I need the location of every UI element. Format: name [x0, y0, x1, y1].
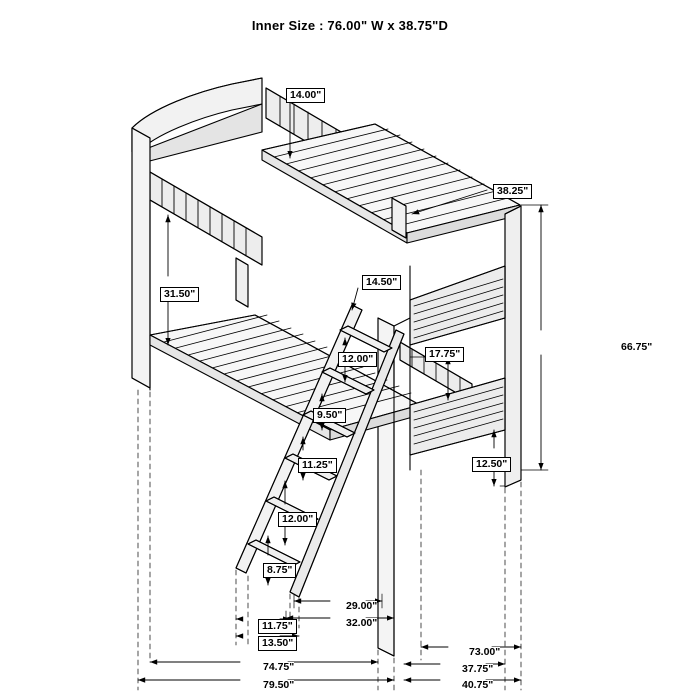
- dimension-label-overall-height: 66.75": [621, 341, 653, 353]
- dimension-label-ladder-step-gap-1: 12.00": [338, 352, 377, 367]
- dimension-label-bed-depth-inner: 37.75": [462, 663, 494, 675]
- dimension-label-ladder-depth: 29.00": [346, 600, 378, 612]
- dimension-label-lower-guard-height: 31.50": [160, 287, 199, 302]
- dimension-label-upper-bunk-height: 38.25": [493, 184, 532, 199]
- dimension-label-lower-deck-clear: 12.50": [472, 457, 511, 472]
- dimension-label-ladder-base-depth: 32.00": [346, 617, 378, 629]
- right-side-panel-upper: [410, 266, 505, 345]
- dimension-label-top-rail-width: 14.00": [286, 88, 325, 103]
- dimension-label-ladder-bottom-gap: 8.75": [263, 563, 296, 578]
- dimension-label-ladder-step-gap-2: 9.50": [313, 408, 346, 423]
- dimension-label-ladder-foot-offset: 11.75": [258, 619, 297, 634]
- dimension-label-ladder-step-gap-3: 11.25": [298, 458, 337, 473]
- upper-bunk-deck: [262, 124, 520, 243]
- dimension-label-overall-depth: 40.75": [462, 679, 494, 691]
- dimension-label-ladder-top-gap: 14.50": [362, 275, 401, 290]
- headboard-panel: [132, 78, 262, 164]
- dimension-label-overall-width: 79.50": [263, 679, 295, 691]
- right-side-frame: [394, 266, 410, 656]
- dimension-label-front-width-inner: 74.75": [263, 661, 295, 673]
- dimension-label-side-depth: 73.00": [469, 646, 501, 658]
- dimension-label-ladder-step-gap-4: 12.00": [278, 512, 317, 527]
- dimension-label-ladder-foot-width: 13.50": [258, 636, 297, 651]
- page-title: Inner Size : 76.00" W x 38.75"D: [251, 18, 449, 33]
- dimension-label-panel-height: 17.75": [425, 347, 464, 362]
